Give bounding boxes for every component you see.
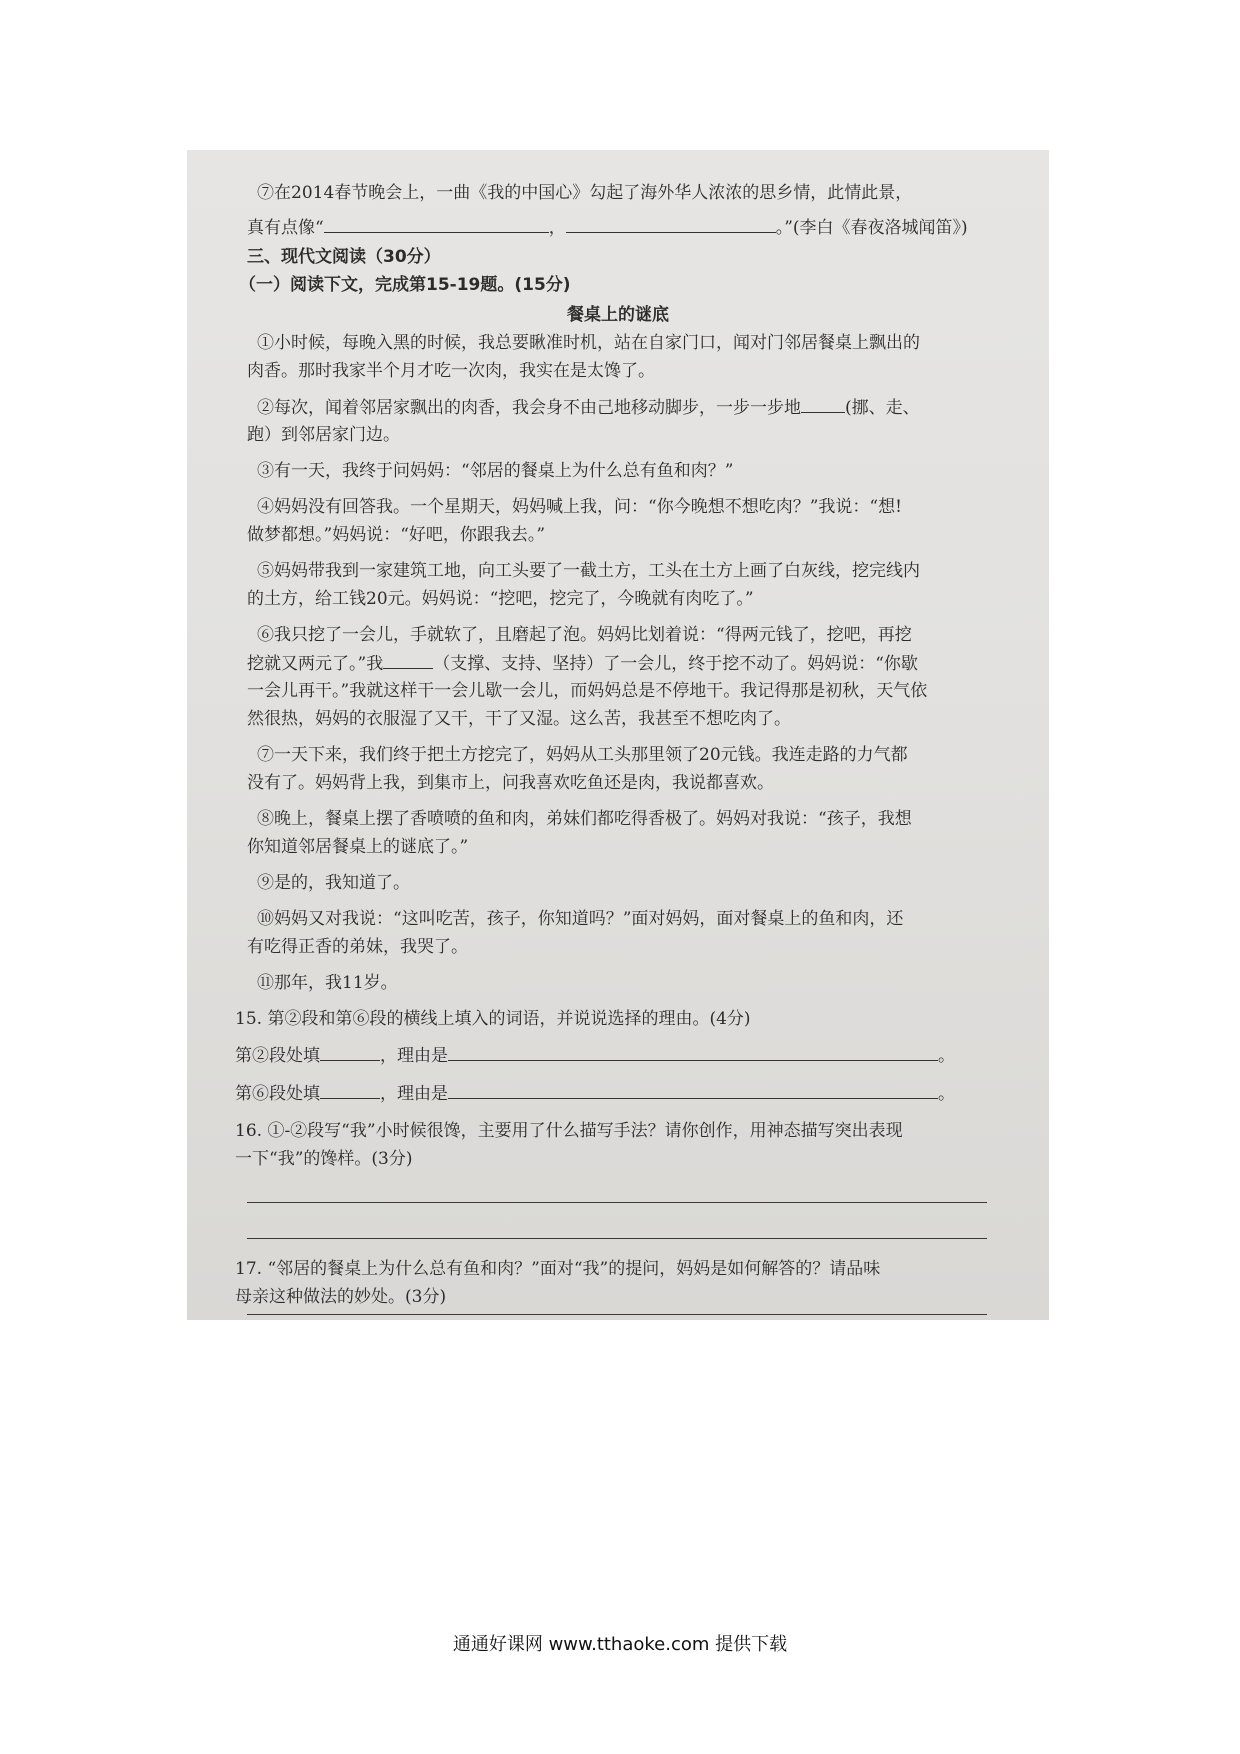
paragraph-line: 做梦都想。”妈妈说：“好吧，你跟我去。” bbox=[247, 525, 546, 545]
poem-question-text: ⑦在2014春节晚会上，一曲《我的中国心》勾起了海外华人浓浓的思乡情，此情此景， bbox=[257, 183, 913, 203]
paragraph-line: 肉香。那时我家半个月才吃一次肉，我实在是太馋了。 bbox=[247, 361, 655, 381]
paragraph-line: 一会儿再干。”我就这样干一会儿歇一会儿，而妈妈总是不停地干。我记得那是初秋，天气依 bbox=[247, 681, 928, 701]
scanned-exam-page bbox=[187, 150, 1049, 1320]
paragraph-line: ⑧晚上，餐桌上摆了香喷喷的鱼和肉，弟妹们都吃得香极了。妈妈对我说：“孩子，我想 bbox=[257, 809, 912, 829]
question-15-row-1 bbox=[187, 1042, 1049, 1069]
q16-answer-line-1[interactable] bbox=[247, 1202, 987, 1203]
poem-separator: ， bbox=[548, 218, 566, 238]
question-15-row-2 bbox=[187, 1080, 1049, 1107]
paragraph-line: ③有一天，我终于问妈妈：“邻居的餐桌上为什么总有鱼和肉？” bbox=[257, 461, 734, 481]
paragraph-line: 有吃得正香的弟妹，我哭了。 bbox=[247, 937, 468, 957]
q17-answer-line-1[interactable] bbox=[247, 1314, 987, 1315]
paragraph-text: 挖就又两元了。”我 bbox=[247, 654, 384, 674]
paragraph-line: 你知道邻居餐桌上的谜底了。” bbox=[247, 837, 469, 857]
paragraph-line: ⑦一天下来，我们终于把土方挖完了，妈妈从工头那里领了20元钱。我连走路的力气都 bbox=[257, 745, 908, 765]
paragraph-line: ⑩妈妈又对我说：“这叫吃苦，孩子，你知道吗？”面对妈妈，面对餐桌上的鱼和肉，还 bbox=[257, 909, 904, 929]
q15-reason-blank-1[interactable] bbox=[448, 1042, 938, 1061]
part-one-instruction bbox=[187, 272, 1049, 298]
paragraph-line bbox=[187, 650, 1049, 677]
question-15: 15. 第②段和第⑥段的横线上填入的词语，并说说选择的理由。(4分) bbox=[235, 1009, 751, 1029]
paragraph-line: ⑪那年，我11岁。 bbox=[257, 973, 398, 993]
paragraph-line: 没有了。妈妈背上我，到集市上，问我喜欢吃鱼还是肉，我说都喜欢。 bbox=[247, 773, 774, 793]
paragraph-line: ⑥我只挖了一会儿，手就软了，且磨起了泡。妈妈比划着说：“得两元钱了，挖吧，再挖 bbox=[257, 625, 912, 645]
q15-row1-label: 第②段处填 bbox=[235, 1046, 320, 1066]
q15-word-blank-2[interactable] bbox=[320, 1080, 380, 1099]
paragraph-line: 的土方，给工钱20元。妈妈说：“挖吧，挖完了，今晚就有肉吃了。” bbox=[247, 589, 754, 609]
section-three-text: 三、现代文阅读（30分） bbox=[247, 247, 441, 267]
paragraph-line: ①小时候，每晚入黑的时候，我总要瞅准时机，站在自家门口，闻对门邻居餐桌上飘出的 bbox=[257, 333, 920, 353]
poem-blank-1[interactable] bbox=[324, 214, 549, 233]
question-17-line2: 母亲这种做法的妙处。(3分) bbox=[235, 1287, 447, 1307]
paragraph-text: (挪、走、 bbox=[845, 398, 920, 418]
essay-title: 餐桌上的谜底 bbox=[567, 305, 669, 325]
poem-suffix: 。”(李白《春夜洛城闻笛》) bbox=[775, 218, 968, 238]
poem-prefix: 真有点像“ bbox=[247, 218, 324, 238]
part-one-text: （一）阅读下文，完成第15-19题。(15分) bbox=[239, 275, 571, 295]
q15-end-mark: 。 bbox=[938, 1046, 955, 1066]
fill-blank-para6[interactable] bbox=[383, 650, 433, 669]
paragraph-line: ⑨是的，我知道了。 bbox=[257, 873, 410, 893]
paragraph-line: ⑤妈妈带我到一家建筑工地，向工头要了一截土方，工头在土方上画了白灰线，挖完线内 bbox=[257, 561, 920, 581]
q15-reason-label: ，理由是 bbox=[380, 1046, 448, 1066]
paragraph-line: 跑）到邻居家门边。 bbox=[247, 425, 400, 445]
paragraph-line: ④妈妈没有回答我。一个星期天，妈妈喊上我，问：“你今晚想不想吃肉？”我说：“想! bbox=[257, 497, 902, 517]
q15-row2-label: 第⑥段处填 bbox=[235, 1084, 320, 1104]
question-16-line1: 16. ①-②段写“我”小时候很馋，主要用了什么描写手法？请你创作，用神态描写突出表现 bbox=[235, 1121, 903, 1141]
paragraph-line bbox=[187, 394, 1049, 421]
footer-credit: 通通好课网 www.tthaoke.com 提供下载 bbox=[452, 1634, 788, 1655]
poem-question-line1 bbox=[187, 180, 1049, 206]
paragraph-text: （支撑、支持、坚持）了一会儿，终于挖不动了。妈妈说：“你歇 bbox=[433, 654, 918, 674]
q16-answer-line-2[interactable] bbox=[247, 1238, 987, 1239]
q15-end-mark: 。 bbox=[938, 1084, 955, 1104]
poem-blank-2[interactable] bbox=[566, 214, 776, 233]
q15-reason-label: ，理由是 bbox=[380, 1084, 448, 1104]
poem-question-line2 bbox=[187, 214, 1049, 241]
question-17-line1: 17. “邻居的餐桌上为什么总有鱼和肉？”面对“我”的提问，妈妈是如何解答的？请品味 bbox=[235, 1259, 881, 1279]
fill-blank-para2[interactable] bbox=[801, 394, 845, 413]
paragraph-text: ②每次，闻着邻居家飘出的肉香，我会身不由己地移动脚步，一步一步地 bbox=[257, 398, 801, 418]
q15-word-blank-1[interactable] bbox=[320, 1042, 380, 1061]
paragraph-line: 然很热，妈妈的衣服湿了又干，干了又湿。这么苦，我甚至不想吃肉了。 bbox=[247, 709, 791, 729]
section-three-heading bbox=[187, 244, 1049, 270]
q15-reason-blank-2[interactable] bbox=[448, 1080, 938, 1099]
question-16-line2: 一下“我”的馋样。(3分) bbox=[235, 1149, 413, 1169]
